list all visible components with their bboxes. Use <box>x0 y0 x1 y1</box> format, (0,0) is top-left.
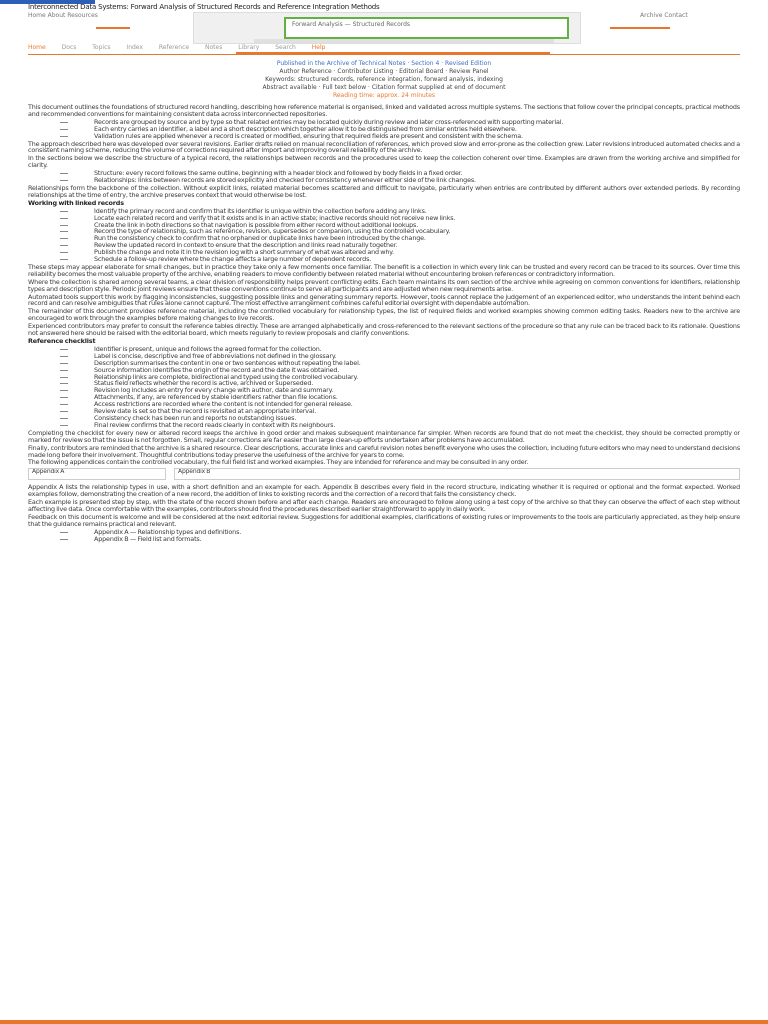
header-reading-time: Reading time: approx. 24 minutes <box>332 92 436 99</box>
nav-highlight-right <box>610 27 670 29</box>
document-header <box>28 60 740 100</box>
list-item: Revision log includes an entry for every change with author, date and summary. <box>28 387 740 394</box>
hero-shadow <box>254 39 554 43</box>
header-abstract-note: Abstract available · Full text below · Citation format supplied at end of document <box>262 84 506 91</box>
list-item: Label is concise, descriptive and free of abbreviations not defined in the glossary. <box>28 353 740 360</box>
bullet-list-5 <box>28 529 740 543</box>
list-item: Identify the primary record and confirm that its identifier is unique within the collection before adding any links. <box>28 208 740 215</box>
menu-item-index[interactable]: Index <box>126 44 143 51</box>
paragraph: Each example is presented step by step, with the state of the record shown before and after each change. Readers are encouraged to follow along using a test copy of the archive so that they can observe the effect of each step without affecting live data. Once comfortable with the examples, contributors should find the procedures described earlier straightforward to apply in daily work. <box>28 498 740 514</box>
appendix-boxes <box>28 468 740 482</box>
header-authors: Author Reference · Contributor Listing · Editorial Board · Review Panel <box>279 68 489 75</box>
bullet-list-4 <box>28 346 740 429</box>
list-item: Run the consistency check to confirm that no orphaned or duplicate links have been introduced by the change. <box>28 235 740 242</box>
list-item[interactable]: Appendix B — Field list and formats. <box>28 536 740 543</box>
appendix-b-box[interactable]: Appendix B <box>174 468 740 480</box>
paragraph: The following appendices contain the controlled vocabulary, the full field list and worked examples. They are intended for reference and may be consulted in any order. <box>28 458 529 467</box>
bottom-accent-bar <box>0 1020 768 1024</box>
menu-item-help[interactable]: Help <box>311 44 326 51</box>
menu-item-docs[interactable]: Docs <box>61 44 77 51</box>
menu-item-search[interactable]: Search <box>275 44 296 51</box>
section-heading: Reference checklist <box>28 337 96 345</box>
list-item: Create the link in both directions so that navigation is possible from either record without additional lookups. <box>28 222 740 229</box>
appendix-a-box[interactable]: Appendix A <box>28 468 166 480</box>
bullet-list-3 <box>28 208 740 263</box>
paragraph: The remainder of this document provides reference material, including the controlled vocabulary for relationship types, the list of required fields and worked examples showing common editing tasks. Readers new to the archive are encouraged to work through the examples before making changes to live records. <box>28 307 740 323</box>
paragraph: Feedback on this document is welcome and will be considered at the next editorial review. Suggestions for additional examples, clarifications of existing rules or improvements to the tools are particularly appreciated, as they help ensure that the guidance remains practical and relevant. <box>28 512 740 528</box>
list-item: Identifier is present, unique and follows the agreed format for the collection. <box>28 346 740 353</box>
list-item: Structure: every record follows the same outline, beginning with a header block and followed by body fields in a fixed order. <box>28 170 740 177</box>
intro-paragraph: This document outlines the foundations of structured record handling, describing how reference material is organised, linked and validated across multiple systems. The sections that follow cover the principal concepts, practical methods and recommended conventions for maintaining consistent data across interconnected repositories. <box>28 104 740 118</box>
list-item: Access restrictions are recorded where the content is not intended for general release. <box>28 401 740 408</box>
paragraph: Finally, contributors are reminded that the archive is a shared resource. Clear descriptions, accurate links and careful revision notes benefit everyone who uses the collection, including future editors who may need to understand decisions made long before their involvement. Thoughtful contributions today preserve the usefulness of the archive for years to come. <box>28 443 740 459</box>
paragraph: Completing the checklist for every new or altered record keeps the archive in good order and makes subsequent maintenance far simpler. When records are found that do not meet the checklist, they should be corrected promptly or marked for review so that the issue is not forgotten. Small, regular corrections are far easier than large clean-up efforts undertaken after problems have accumulated. <box>28 428 740 444</box>
hero-banner[interactable] <box>193 12 581 44</box>
menu-item-home[interactable]: Home <box>28 44 46 51</box>
section-heading: Working with linked records <box>28 198 124 207</box>
menu-item-library[interactable]: Library <box>238 44 260 51</box>
list-item: Relationship links are complete, bidirectional and typed using the controlled vocabulary. <box>28 374 740 381</box>
hero-caption: Forward Analysis — Structured Records <box>284 17 569 39</box>
list-item: Status field reflects whether the record is active, archived or superseded. <box>28 380 740 387</box>
paragraph: Automated tools support this work by flagging inconsistencies, suggesting possible links and generating summary reports. However, tools cannot replace the judgement of an experienced editor, who understands the intent behind each record and can resolve ambiguities that rules alone cannot capture. The most effective arrangement combines careful editorial oversight with dependable automation. <box>28 292 740 308</box>
bullet-list-2 <box>28 170 740 184</box>
menu-item-reference[interactable]: Reference <box>158 44 190 51</box>
menu-item-topics[interactable]: Topics <box>92 44 111 51</box>
list-item: Record the type of relationship, such as reference, revision, supersedes or companion, using the controlled vocabulary. <box>28 228 740 235</box>
list-item[interactable]: Appendix A — Relationship types and definitions. <box>28 529 740 536</box>
list-item: Locate each related record and verify that it exists and is in an active state; inactive records should not receive new links. <box>28 215 740 222</box>
menu-item-notes[interactable]: Notes <box>205 44 223 51</box>
paragraph: In the sections below we describe the structure of a typical record, the relationships between records and the procedures used to keep the collection coherent over time. Examples are drawn from the working archive and simplified for clarity. <box>28 154 740 170</box>
top-nav-right[interactable]: Archive Contact <box>640 12 688 19</box>
list-item: Source information identifies the origin of the record and the date it was obtained. <box>28 367 740 374</box>
paragraph: Relationships form the backbone of the collection. Without explicit links, related material becomes scattered and difficult to navigate, particularly when entries are contributed by different authors over extended periods. By recording relationships at the time of entry, the archive preserves context that would otherwise be lost. <box>28 183 740 199</box>
list-item: Each entry carries an identifier, a label and a short description which together allow it to be distinguished from similar entries held elsewhere. <box>28 126 740 133</box>
paragraph: Appendix A lists the relationship types in use, with a short definition and an example for each. Appendix B describes every field in the record structure, indicating whether it is required or optional and the format expected. Worked examples follow, demonstrating the creation of a new record, the addition of links to existing records and the correction of a record that fails the consistency check. <box>28 483 740 499</box>
paragraph: Where the collection is shared among several teams, a clear division of responsibility helps prevent conflicting edits. Each team maintains its own section of the archive while agreeing on common conventions for identifiers, relationship types and description style. Periodic joint reviews ensure that these conventions continue to serve all participants and are adjusted when new requirements arise. <box>28 277 740 293</box>
paragraph: The approach described here was developed over several revisions. Earlier drafts relied on manual reconciliation of references, which proved slow and error-prone as the collection grew. Later revisions introduced automated checks and a consistent naming scheme, reducing the volume of corrections required after import and improving overall reliability of the archive. <box>28 139 740 155</box>
list-item: Schedule a follow-up review where the change affects a large number of dependent records. <box>28 256 740 263</box>
menu-active-underline <box>236 52 550 55</box>
list-item: Consistency check has been run and reports no outstanding issues. <box>28 415 740 422</box>
top-nav-left[interactable]: Home About Resources <box>28 12 98 19</box>
list-item: Validation rules are applied whenever a record is created or modified, ensuring that required fields are present and consistent with the schema. <box>28 133 740 140</box>
list-item: Attachments, if any, are referenced by stable identifiers rather than file locations. <box>28 394 740 401</box>
page-title: Interconnected Data Systems: Forward Analysis of Structured Records and Reference Integration Methods <box>28 3 380 11</box>
paragraph: These steps may appear elaborate for small changes, but in practice they take only a few moments once familiar. The benefit is a collection in which every link can be trusted and every record can be traced to its sources. Over time this reliability becomes the most valuable property of the archive, enabling readers to move confidently between related material without encountering broken references or contradictory information. <box>28 262 740 278</box>
nav-highlight-left <box>96 27 130 29</box>
article-body <box>28 104 740 1016</box>
list-item: Description summarises the content in one or two sentences without repeating the label. <box>28 360 740 367</box>
header-keywords: Keywords: structured records, reference integration, forward analysis, indexing <box>265 76 503 83</box>
list-item: Publish the change and note it in the revision log with a short summary of what was altered and why. <box>28 249 740 256</box>
header-publication[interactable]: Published in the Archive of Technical Notes · Section 4 · Revised Edition <box>276 60 492 67</box>
list-item: Relationships: links between records are stored explicitly and checked for consistency whenever either side of the link changes. <box>28 177 740 184</box>
paragraph: Experienced contributors may prefer to consult the reference tables directly. These are arranged alphabetically and cross-referenced to the relevant sections of the procedure so that any rule can be traced back to its rationale. Questions not answered here should be raised with the editorial board, which meets regularly to review proposals and clarify conventions. <box>28 322 740 338</box>
bullet-list-1 <box>28 119 740 140</box>
list-item: Review the updated record in context to ensure that the description and links read naturally together. <box>28 242 740 249</box>
list-item: Final review confirms that the record reads clearly in context with its neighbours. <box>28 422 740 429</box>
list-item: Review date is set so that the record is revisited at an appropriate interval. <box>28 408 740 415</box>
list-item: Records are grouped by source and by type so that related entries may be located quickly during review and later cross-referenced with supporting material. <box>28 119 740 126</box>
